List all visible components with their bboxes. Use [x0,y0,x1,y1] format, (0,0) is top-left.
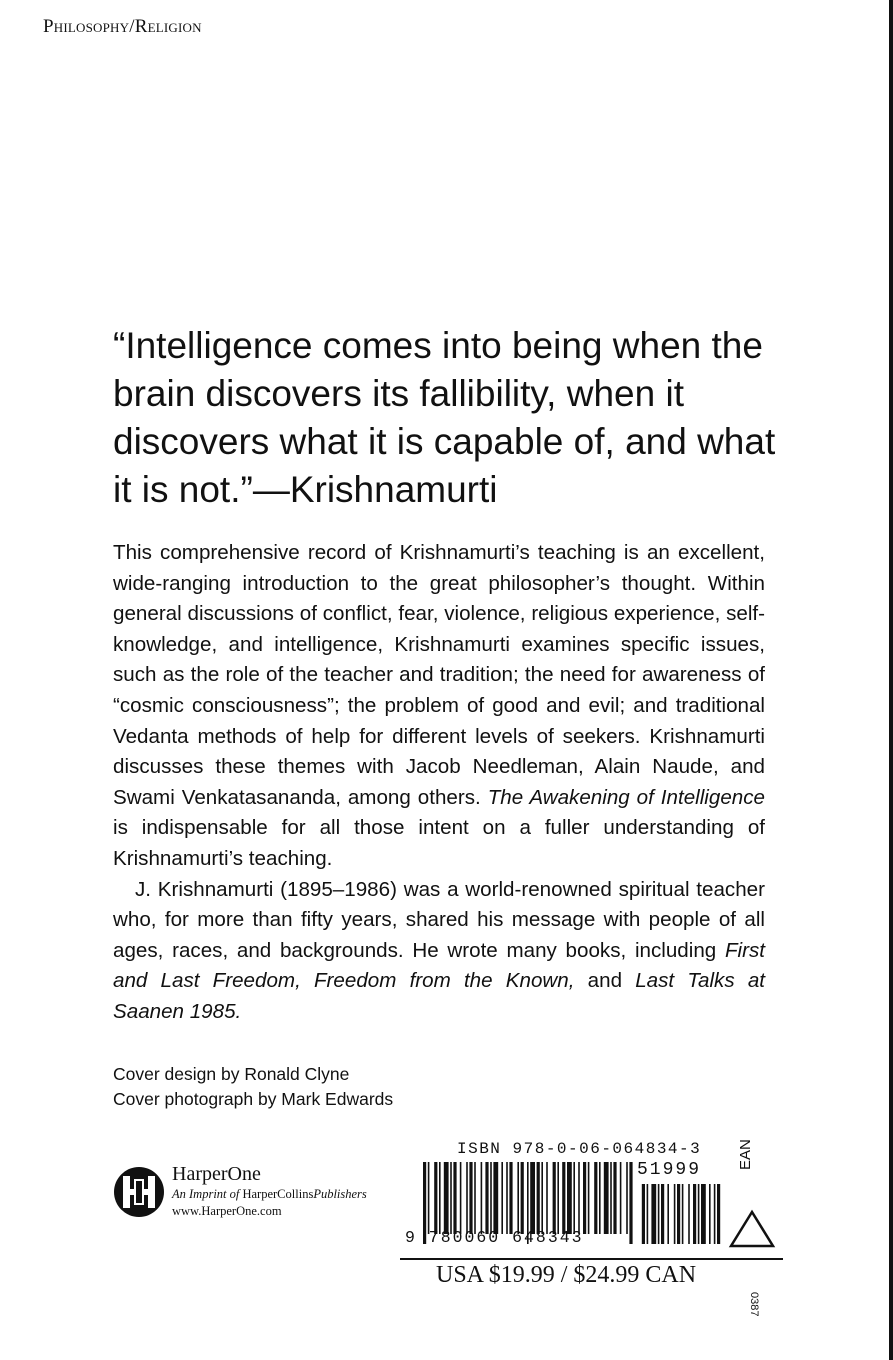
barcode-block [405,1140,785,1265]
publisher-block [172,1162,367,1219]
side-code: 0387 [748,1292,760,1317]
cover-design-credit: Cover design by Ronald Clyne [113,1064,350,1084]
description-paragraph: This comprehensive record of Krishnamurti’s teaching is an excellent, wide-ranging introduction to the great philosopher’s thought. Within general discussions of conflict, fear, violence, religious experience, self-knowledge, and intelligence, Krishnamurti examines specific issues, such as the role of the teacher and tradition; the need for awareness of “cosmic consciousness”; the problem of good and evil; and traditional Vedanta methods of help for different levels of seekers. Krishnamurti discusses these themes with Jacob Needleman, Alain Naude, and Swami Venkatasananda, among others. The Awakening of Intelligence is indispensable for all those intent on a fuller understanding of Krishnamurti’s teaching. [113,541,765,870]
ean-digits: 9 780060 648343 [405,1228,584,1247]
cover-credits [113,1062,393,1112]
book-title: The Awakening of Intelligence [487,785,765,809]
ean-label: EAN [737,1139,754,1170]
publisher-imprint: An Imprint of HarperCollinsPublishers [172,1187,367,1201]
harperone-logo-icon [113,1166,165,1218]
publisher-name: HarperOne [172,1163,261,1185]
retail-price: USA $19.99 / $24.99 CAN [436,1262,697,1288]
author-bio-paragraph: J. Krishnamurti (1895–1986) was a world-renowned spiritual teacher who, for more than fifty years, shared his message with people of all ages, races, and backgrounds. He wrote many books, including First and Last Freedom, Freedom from the Known, and Last Talks at Saanen 1985. [113,877,766,1023]
publisher-url: www.HarperOne.com [172,1204,282,1218]
book-title-1: First and Last Freedom, Freedom from the Known, [113,938,765,993]
cover-edge-rule [889,0,893,1360]
pull-quote: “Intelligence comes into being when the brain discovers its fallibility, when it discovers what it is capable of, and what it is not.”—Krishnamurti [113,325,776,510]
price-code: 51999 [637,1160,702,1180]
book-description [113,538,765,1028]
book-title-2: Last Talks at Saanen 1985. [113,969,766,1023]
isbn-number: ISBN 978-0-06-064834-3 [457,1140,702,1158]
price-divider [400,1258,783,1260]
category-label: Philosophy/Religion [43,16,202,37]
cover-photo-credit: Cover photograph by Mark Edwards [113,1089,394,1109]
